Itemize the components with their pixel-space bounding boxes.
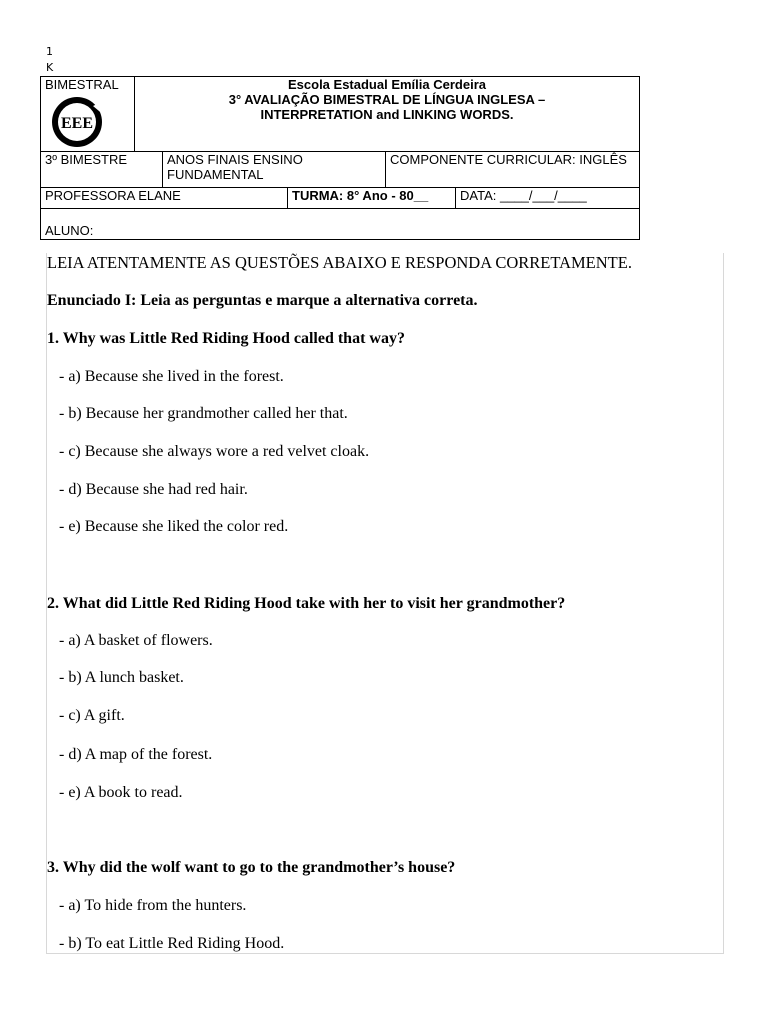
question-2: 2. What did Little Red Riding Hood take with her to visit her grandmother? (47, 595, 566, 612)
question-1-option-a[interactable]: - a) Because she lived in the forest. (59, 368, 284, 385)
question-2-option-a[interactable]: - a) A basket of flowers. (59, 632, 213, 649)
title-cell (135, 77, 640, 152)
corner-mark-k: K (46, 61, 54, 74)
question-3: 3. Why did the wolf want to go to the grandmother’s house? (47, 859, 456, 876)
school-logo-text: EEE (60, 115, 94, 132)
school-logo (49, 94, 130, 151)
question-1-option-e[interactable]: - e) Because she liked the color red. (59, 518, 289, 535)
header-table-top (40, 76, 640, 152)
exam-header (40, 76, 640, 240)
question-2-option-e[interactable]: - e) A book to read. (59, 784, 183, 801)
question-1: 1. Why was Little Red Riding Hood called that way? (47, 330, 405, 347)
bimestral-cell (41, 77, 135, 152)
professora-cell: PROFESSORA ELANE (41, 188, 288, 209)
question-1-option-b[interactable]: - b) Because her grandmother called her that. (59, 405, 348, 422)
question-1-option-c[interactable]: - c) Because she always wore a red velvet cloak. (59, 443, 370, 460)
question-1-option-d[interactable]: - d) Because she had red hair. (59, 481, 248, 498)
corner-mark-1: 1 (46, 45, 53, 58)
exam-title-line1: 3° AVALIAÇÃO BIMESTRAL DE LÍNGUA INGLESA – (228, 92, 546, 107)
bimestre-cell: 3º BIMESTRE (41, 152, 163, 188)
anos-cell: ANOS FINAIS ENSINO FUNDAMENTAL (163, 152, 386, 188)
exam-title-line2: INTERPRETATION and LINKING WORDS. (260, 107, 514, 122)
componente-cell: COMPONENTE CURRICULAR: INGLÊS (386, 152, 640, 188)
question-2-option-d[interactable]: - d) A map of the forest. (59, 746, 213, 763)
bimestral-label: BIMESTRAL (45, 77, 119, 92)
aluno-field[interactable]: ALUNO: (41, 209, 640, 240)
header-table-info (40, 187, 640, 209)
turma-cell: TURMA: 8° Ano - 80__ (288, 188, 456, 209)
question-3-option-b[interactable]: - b) To eat Little Red Riding Hood. (59, 935, 285, 952)
question-2-option-b[interactable]: - b) A lunch basket. (59, 669, 184, 686)
enunciado-text: Enunciado I: Leia as perguntas e marque a alternativa correta. (47, 292, 478, 309)
data-field[interactable]: DATA: ____/___/____ (456, 188, 640, 209)
school-name: Escola Estadual Emília Cerdeira (288, 77, 486, 92)
exam-content (46, 253, 724, 954)
corner-marks (46, 44, 53, 76)
question-3-option-a[interactable]: - a) To hide from the hunters. (59, 897, 247, 914)
header-table-aluno (40, 208, 640, 240)
question-2-option-c[interactable]: - c) A gift. (59, 707, 125, 724)
instructions-text: LEIA ATENTAMENTE AS QUESTÕES ABAIXO E RESPONDA CORRETAMENTE. (47, 253, 632, 272)
header-table-mid (40, 151, 640, 188)
